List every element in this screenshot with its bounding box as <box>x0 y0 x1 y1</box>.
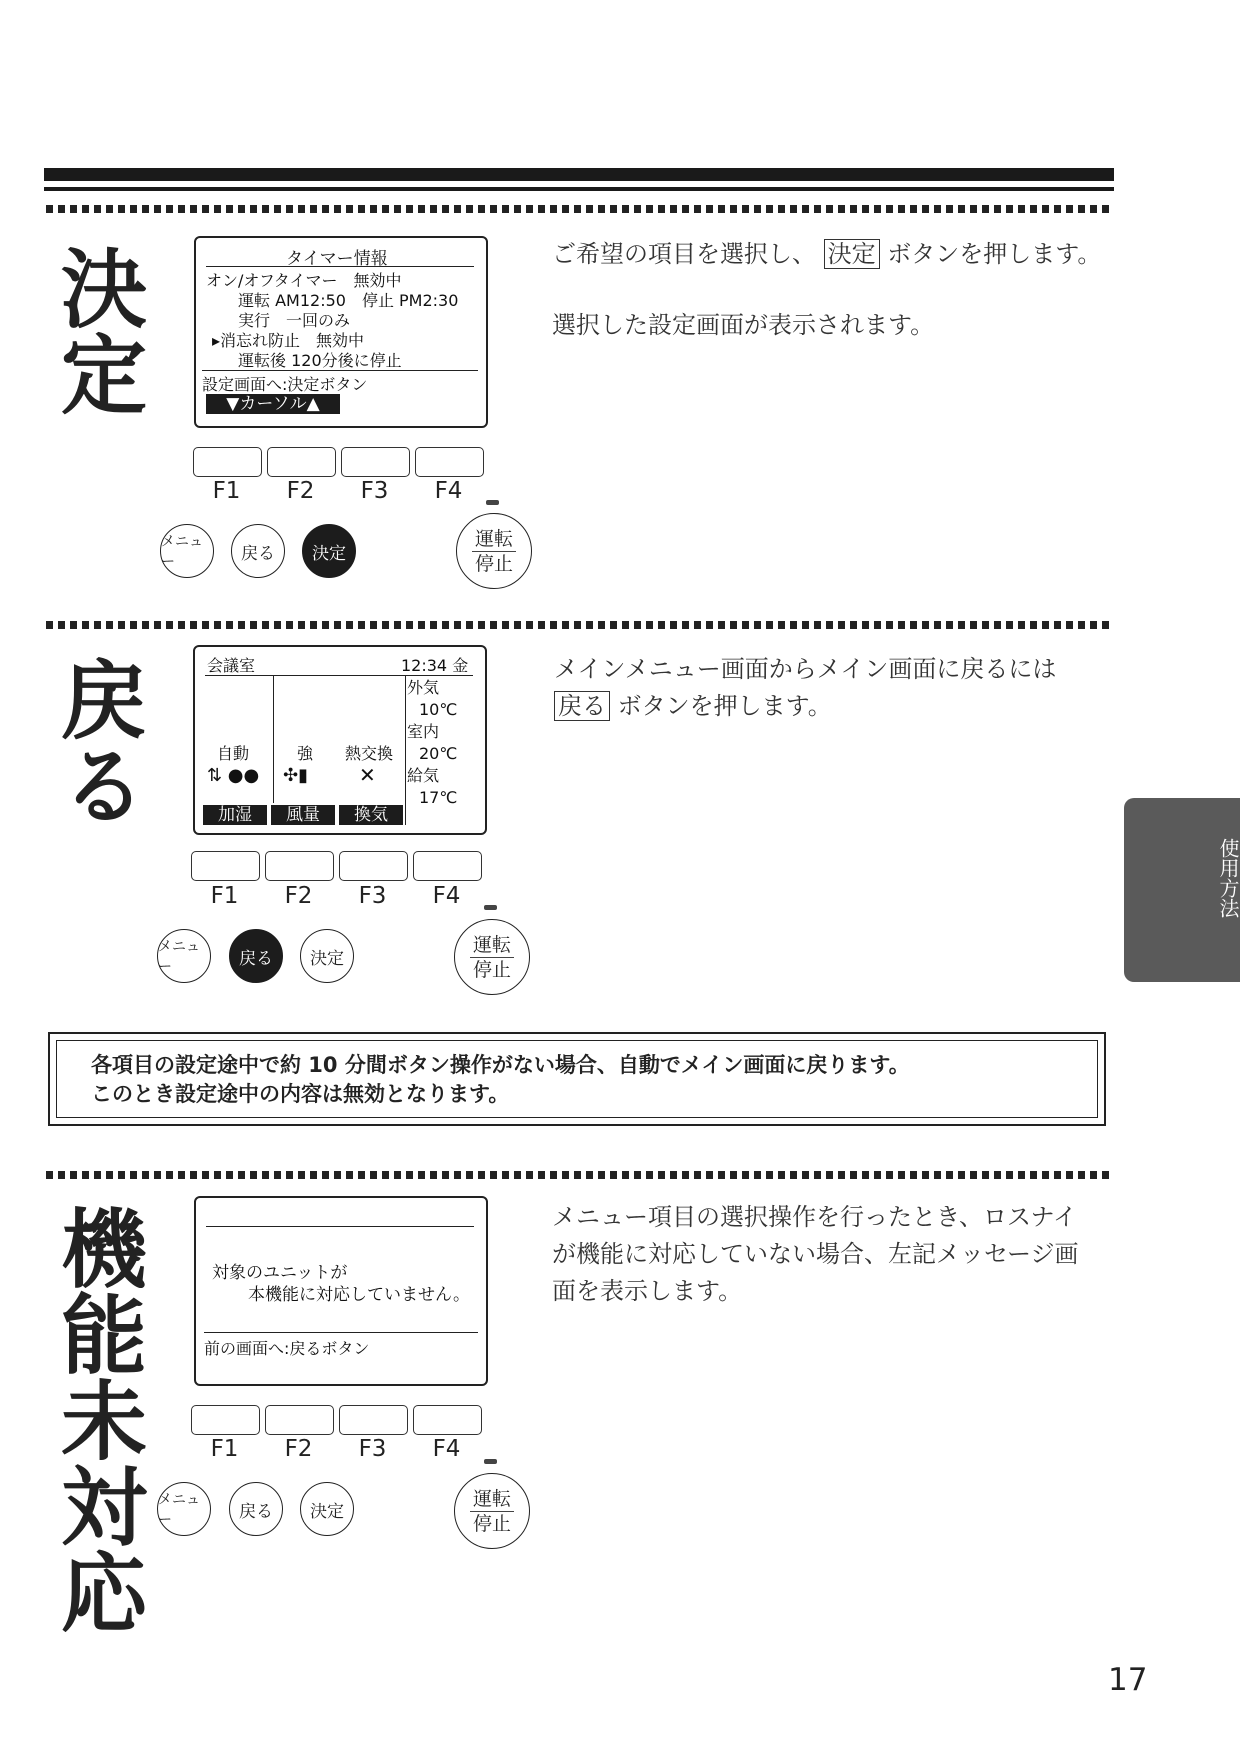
status-led <box>484 905 497 910</box>
screen-line: 実行 一回のみ <box>238 311 351 330</box>
outside-label: 外気 <box>407 678 440 697</box>
mode-fan: 強 <box>297 744 314 763</box>
status-led <box>484 1459 497 1464</box>
enter-button[interactable]: 決定 <box>300 1482 354 1536</box>
stop-label: 停止 <box>472 1512 511 1535</box>
enter-button[interactable]: 決定 <box>300 929 354 983</box>
side-tab-label: 使用方法 <box>1216 838 1240 918</box>
desc-text: 選択した設定画面が表示されます。 <box>552 311 935 339</box>
screen-line: 運転後 120分後に停止 <box>238 351 402 370</box>
notice-box <box>48 1032 1106 1126</box>
f1-key[interactable] <box>191 1405 260 1435</box>
tab-airflow: 風量 <box>271 805 335 825</box>
indoor-temp: 20℃ <box>419 744 458 763</box>
f3-label: F3 <box>358 883 387 909</box>
column-divider <box>273 675 274 803</box>
section-divider <box>46 621 1114 629</box>
lcd-screen <box>194 236 488 428</box>
f1-label: F1 <box>210 1436 239 1462</box>
supply-label: 給気 <box>407 766 440 785</box>
run-label: 運転 <box>472 933 511 956</box>
page-number: 17 <box>1108 1662 1148 1698</box>
desc-text: メニュー項目の選択操作を行ったとき、ロスナイ <box>552 1203 1077 1231</box>
enter-button[interactable]: 決定 <box>302 524 356 578</box>
fan-icon: ✣▮ <box>283 765 308 786</box>
cursor-label: ▼カーソル▲ <box>206 394 340 414</box>
heat-exchange-icon: ✕ <box>359 763 376 787</box>
section-divider <box>46 1171 1114 1179</box>
stop-label: 停止 <box>474 552 513 575</box>
mode-humidify: 自動 <box>217 744 250 763</box>
run-separator <box>470 957 514 958</box>
status-led <box>486 500 499 505</box>
screen-rule <box>202 370 478 371</box>
description <box>554 651 1056 725</box>
f2-key[interactable] <box>265 851 334 881</box>
mode-ventilation: 熱交換 <box>345 744 394 763</box>
menu-button[interactable]: メニュー <box>157 929 211 983</box>
stop-label: 停止 <box>472 958 511 981</box>
screen-rule <box>206 266 474 267</box>
f1-key[interactable] <box>191 851 260 881</box>
f2-label: F2 <box>284 1436 313 1462</box>
message-line: 対象のユニットが <box>212 1263 348 1283</box>
screen-footer: 設定画面へ:決定ボタン <box>202 375 368 394</box>
run-separator <box>472 551 516 552</box>
desc-text: ご希望の項目を選択し、 <box>552 240 816 268</box>
screen-line: ▸消忘れ防止 無効中 <box>212 331 365 350</box>
f3-label: F3 <box>360 478 389 504</box>
desc-button-ref: 決定 <box>824 239 880 269</box>
outside-temp: 10℃ <box>419 700 458 719</box>
side-readout <box>407 677 457 809</box>
back-button[interactable]: 戻る <box>229 929 283 983</box>
f1-label: F1 <box>210 883 239 909</box>
tab-ventilation: 換気 <box>339 805 403 825</box>
menu-button[interactable]: メニュー <box>160 524 214 578</box>
f4-key[interactable] <box>415 447 484 477</box>
description <box>552 236 1101 344</box>
room-name: 会議室 <box>207 656 256 675</box>
run-stop-button[interactable] <box>454 919 530 995</box>
back-button[interactable]: 戻る <box>231 524 285 578</box>
f3-key[interactable] <box>339 851 408 881</box>
f4-key[interactable] <box>413 1405 482 1435</box>
f3-label: F3 <box>358 1436 387 1462</box>
run-separator <box>470 1511 514 1512</box>
menu-button[interactable]: メニュー <box>157 1482 211 1536</box>
notice-line: 各項目の設定途中で約 10 分間ボタン操作がない場合、自動でメイン画面に戻ります。 <box>91 1053 910 1077</box>
f2-label: F2 <box>286 478 315 504</box>
humidify-icon: ⇅ ●● <box>207 765 260 786</box>
screen-line: オン/オフタイマー 無効中 <box>206 271 402 290</box>
f3-key[interactable] <box>341 447 410 477</box>
side-tab <box>1124 798 1240 982</box>
section-title: 機能未対応 <box>46 1204 146 1634</box>
f4-label: F4 <box>432 883 461 909</box>
lcd-screen <box>194 1196 488 1386</box>
supply-temp: 17℃ <box>419 788 458 807</box>
desc-text: 面を表示します。 <box>552 1277 743 1305</box>
screen-rule <box>205 675 473 676</box>
f2-key[interactable] <box>267 447 336 477</box>
f3-key[interactable] <box>339 1405 408 1435</box>
header-rule-thick <box>44 168 1114 181</box>
column-divider <box>405 675 406 825</box>
lcd-screen <box>193 645 487 835</box>
f2-label: F2 <box>284 883 313 909</box>
section-title: 決定 <box>46 244 146 416</box>
message-line: 本機能に対応していません。 <box>248 1285 471 1305</box>
notice-inner <box>56 1040 1098 1118</box>
desc-text: が機能に対応していない場合、左記メッセージ画 <box>552 1240 1079 1268</box>
description <box>552 1199 1079 1310</box>
run-stop-button[interactable] <box>456 513 532 589</box>
tab-humidify: 加湿 <box>203 805 267 825</box>
notice-line: このとき設定途中の内容は無効となります。 <box>91 1082 510 1106</box>
f2-key[interactable] <box>265 1405 334 1435</box>
screen-title: タイマー情報 <box>286 249 388 269</box>
clock: 12:34 金 <box>401 656 469 675</box>
screen-footer: 前の画面へ:戻るボタン <box>204 1339 370 1358</box>
f4-label: F4 <box>434 478 463 504</box>
section-divider <box>46 205 1114 213</box>
run-stop-button[interactable] <box>454 1473 530 1549</box>
desc-text: メインメニュー画面からメイン画面に戻るには <box>554 655 1057 683</box>
section-title: 戻る <box>46 655 146 827</box>
screen-line: 運転 AM12:50 停止 PM2:30 <box>238 291 459 310</box>
desc-text: ボタンを押します。 <box>887 240 1102 268</box>
desc-button-ref: 戻る <box>554 691 610 721</box>
indoor-label: 室内 <box>407 722 440 741</box>
f1-key[interactable] <box>193 447 262 477</box>
f1-label: F1 <box>212 478 241 504</box>
screen-rule <box>206 1226 474 1227</box>
header-rule-thin <box>44 187 1114 191</box>
desc-text: ボタンを押します。 <box>617 692 832 720</box>
run-label: 運転 <box>474 527 513 550</box>
back-button[interactable]: 戻る <box>229 1482 283 1536</box>
run-label: 運転 <box>472 1487 511 1510</box>
f4-key[interactable] <box>413 851 482 881</box>
screen-rule <box>204 1332 478 1333</box>
f4-label: F4 <box>432 1436 461 1462</box>
